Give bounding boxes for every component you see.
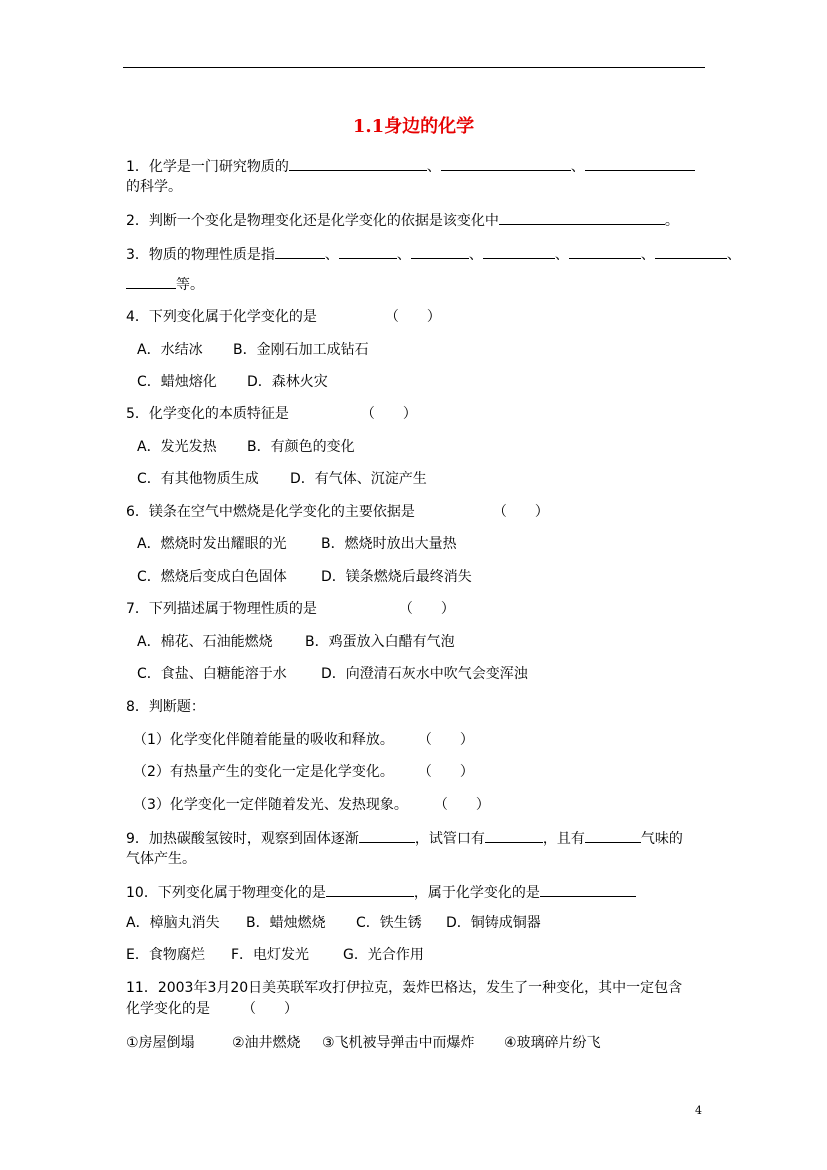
answer-paren[interactable]: （ ） — [360, 406, 417, 422]
question-3-line-1 — [126, 244, 741, 265]
question-10-text: 10．下列变化属于物理变化的是 — [126, 885, 326, 901]
judgment-3-text: （3）化学变化一定伴随着发光、发热现象。 — [133, 797, 408, 813]
answer-blank[interactable] — [485, 828, 543, 843]
separator: 、 — [640, 247, 655, 263]
question-8-item-1 — [133, 730, 474, 750]
answer-blank[interactable] — [275, 244, 325, 259]
question-4-options-2 — [137, 372, 328, 392]
question-3-text: 3．物质的物理性质是指 — [126, 247, 275, 263]
answer-paren[interactable]: （ ） — [433, 797, 490, 813]
question-7 — [126, 599, 455, 619]
option-c[interactable]: C．蜡烛熔化 — [137, 374, 217, 390]
page-number: 4 — [695, 1104, 702, 1117]
answer-blank[interactable] — [441, 156, 571, 171]
option-b[interactable]: B．蜡烛燃烧 — [246, 915, 326, 931]
question-8-text: 8．判断题： — [126, 699, 205, 715]
answer-paren[interactable]: （ ） — [492, 504, 549, 520]
question-2-end: 。 — [664, 213, 679, 229]
question-8-item-3 — [133, 795, 490, 815]
option-a[interactable]: A．燃烧时发出耀眼的光 — [137, 536, 287, 552]
question-1-end: 的科学。 — [126, 179, 182, 195]
option-b[interactable]: B．鸡蛋放入白醋有气泡 — [305, 634, 455, 650]
answer-blank[interactable] — [326, 882, 414, 897]
question-11-text-b: 化学变化的是 — [126, 1001, 210, 1017]
answer-blank[interactable] — [499, 210, 665, 225]
option-b[interactable]: B．金刚石加工成钻石 — [233, 342, 369, 358]
question-10-options-1 — [126, 913, 541, 933]
question-5 — [126, 404, 417, 424]
question-10 — [126, 882, 636, 903]
question-9-text-b: ，试管口有 — [414, 831, 485, 847]
question-3-line-2 — [126, 274, 204, 295]
answer-paren[interactable]: （ ） — [417, 764, 474, 780]
answer-blank[interactable] — [540, 882, 636, 897]
question-6-options-1 — [137, 534, 457, 554]
question-1-text: 1．化学是一门研究物质的 — [126, 159, 289, 175]
answer-blank[interactable] — [411, 244, 469, 259]
question-3-end: 等。 — [176, 277, 204, 293]
judgment-2-text: （2）有热量产生的变化一定是化学变化。 — [133, 764, 394, 780]
question-5-text: 5．化学变化的本质特征是 — [126, 406, 289, 422]
option-a[interactable]: A．樟脑丸消失 — [126, 915, 220, 931]
option-1[interactable]: ①房屋倒塌 — [126, 1035, 195, 1051]
option-a[interactable]: A．棉花、石油能燃烧 — [137, 634, 273, 650]
question-9-text: 9．加热碳酸氢铵时，观察到固体逐渐 — [126, 831, 359, 847]
question-5-options-2 — [137, 469, 427, 489]
header-rule — [123, 67, 705, 68]
question-2-text: 2．判断一个变化是物理变化还是化学变化的依据是该变化中 — [126, 213, 499, 229]
question-9-text-d: 气味的 — [640, 831, 683, 847]
option-d[interactable]: D．向澄清石灰水中吹气会变浑浊 — [321, 666, 528, 682]
question-6-options-2 — [137, 567, 472, 587]
question-2 — [126, 210, 679, 231]
option-a[interactable]: A．水结冰 — [137, 342, 203, 358]
answer-blank[interactable] — [569, 244, 641, 259]
option-f[interactable]: F．电灯发光 — [231, 947, 310, 963]
option-4[interactable]: ④玻璃碎片纷飞 — [504, 1035, 601, 1051]
question-1-line-1 — [126, 156, 695, 177]
separator: 、 — [396, 247, 411, 263]
answer-blank[interactable] — [585, 828, 641, 843]
answer-blank[interactable] — [339, 244, 397, 259]
question-10-text-b: ，属于化学变化的是 — [413, 885, 540, 901]
question-7-text: 7．下列描述属于物理性质的是 — [126, 601, 317, 617]
answer-paren[interactable]: （ ） — [242, 1001, 298, 1017]
separator: 、 — [554, 247, 569, 263]
question-11-line-2 — [126, 999, 298, 1019]
question-5-options-1 — [137, 437, 355, 457]
judgment-1-text: （1）化学变化伴随着能量的吸收和释放。 — [133, 732, 394, 748]
option-c[interactable]: C．燃烧后变成白色固体 — [137, 569, 287, 585]
question-6 — [126, 502, 549, 522]
option-g[interactable]: G．光合作用 — [343, 947, 424, 963]
question-11-text: 11．2003年3月20日美英联军攻打伊拉克，轰炸巴格达，发生了一种变化，其中一定包含 — [126, 980, 683, 996]
answer-blank[interactable] — [126, 274, 176, 289]
answer-blank[interactable] — [359, 828, 415, 843]
question-4-text: 4．下列变化属于化学变化的是 — [126, 309, 317, 325]
separator: 、 — [570, 159, 585, 175]
question-9-line-2 — [126, 849, 196, 869]
option-d[interactable]: D．镁条燃烧后最终消失 — [321, 569, 472, 585]
answer-paren[interactable]: （ ） — [398, 601, 455, 617]
separator: 、 — [426, 159, 441, 175]
option-e[interactable]: E．食物腐烂 — [126, 947, 205, 963]
answer-paren[interactable]: （ ） — [384, 309, 441, 325]
option-2[interactable]: ②油井燃烧 — [232, 1035, 301, 1051]
question-10-options-2 — [126, 945, 424, 965]
answer-blank[interactable] — [289, 156, 427, 171]
option-c[interactable]: C．有其他物质生成 — [137, 471, 259, 487]
question-9-text-c: ，且有 — [542, 831, 585, 847]
question-1-line-2 — [126, 177, 182, 197]
option-d[interactable]: D．有气体、沉淀产生 — [290, 471, 427, 487]
question-7-options-1 — [137, 632, 455, 652]
option-d[interactable]: D．铜铸成铜器 — [446, 915, 541, 931]
option-b[interactable]: B．燃烧时放出大量热 — [321, 536, 457, 552]
answer-blank[interactable] — [483, 244, 555, 259]
option-d[interactable]: D．森林火灾 — [247, 374, 328, 390]
page-title: 1.1身边的化学 — [352, 116, 475, 137]
question-9-end: 气体产生。 — [126, 851, 196, 867]
question-8 — [126, 697, 205, 717]
question-9-line-1 — [126, 828, 683, 849]
option-c[interactable]: C．铁生锈 — [356, 915, 422, 931]
option-b[interactable]: B．有颜色的变化 — [247, 439, 355, 455]
answer-blank[interactable] — [655, 244, 727, 259]
answer-blank[interactable] — [585, 156, 695, 171]
option-a[interactable]: A．发光发热 — [137, 439, 217, 455]
question-6-text: 6．镁条在空气中燃烧是化学变化的主要依据是 — [126, 504, 415, 520]
answer-paren[interactable]: （ ） — [417, 732, 474, 748]
separator: 、 — [468, 247, 483, 263]
question-8-item-2 — [133, 762, 474, 782]
option-3[interactable]: ③飞机被导弹击中而爆炸 — [322, 1035, 475, 1051]
option-c[interactable]: C．食盐、白糖能溶于水 — [137, 666, 287, 682]
question-11-options — [126, 1033, 601, 1053]
question-4-options-1 — [137, 340, 369, 360]
separator: 、 — [324, 247, 339, 263]
question-4 — [126, 307, 441, 327]
question-7-options-2 — [137, 664, 528, 684]
question-11-line-1 — [126, 978, 682, 998]
separator: 、 — [726, 247, 741, 263]
